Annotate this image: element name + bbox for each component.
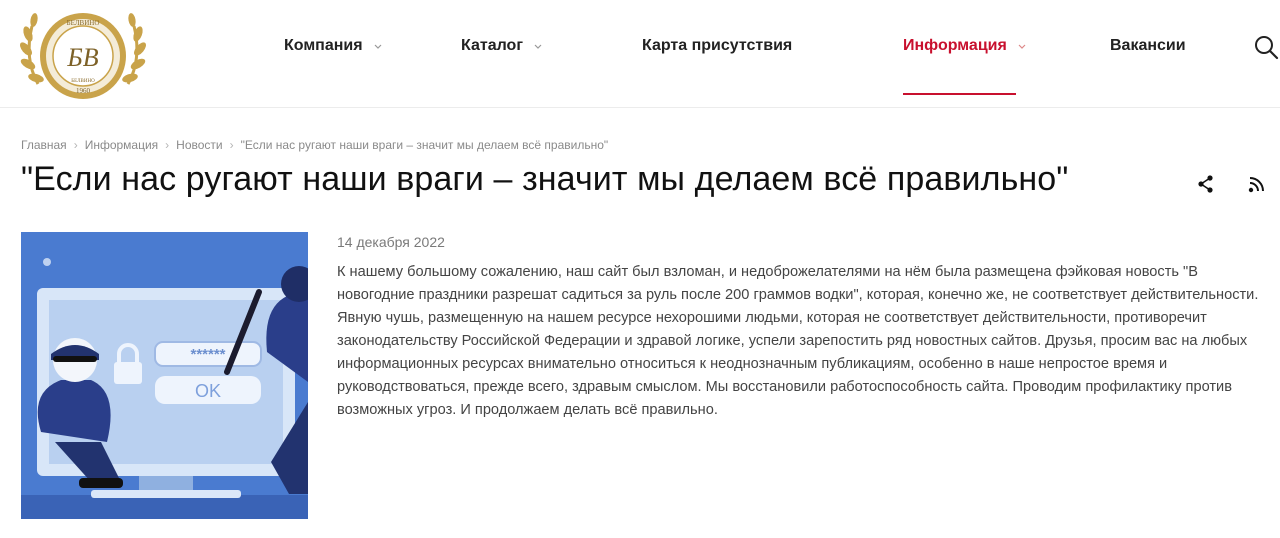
nav-item-label: Информация <box>903 37 1007 54</box>
nav-item-label: Каталог <box>461 37 523 54</box>
site-header <box>0 0 1280 108</box>
chevron-right-icon: › <box>229 138 234 152</box>
nav-item-information[interactable] <box>903 37 1027 55</box>
breadcrumb <box>21 138 608 152</box>
article-image[interactable] <box>21 232 308 519</box>
logo-text-bottom: БЕЛВИНО <box>71 79 95 84</box>
password-mask: ****** <box>190 346 226 363</box>
nav-item-label: Компания <box>284 37 363 54</box>
article-body: К нашему большому сожалению, наш сайт был взломан, и недоброжелателями на нём была размещена фэйковая новость "В новогодние праздники разрешат садиться за руль после 200 граммов водки", которая, конечно же, не соответствует действительности. Явную чушь, размещенную на нашем ресурсе нехорошими людьми, которая не соответствует действительности, противоречит законодательству Российской Федерации и здравой логике, успели зарепостить ряд новостных сайтов. Друзья, просим вас на любых информационных ресурсах внимательно относиться к неоднозначным публикациям, особенно в наше непростое время и руководствоваться, прежде всего, здравым смыслом. Мы восстановили работоспособность сайта. Проводим профилактику против возможных угроз. И продолжаем делать всё правильно. <box>337 264 1259 418</box>
article-date: 14 декабря 2022 <box>337 234 445 250</box>
nav-item-vacancies[interactable] <box>1110 37 1186 55</box>
nav-active-indicator <box>903 93 1016 95</box>
chevron-down-icon <box>533 41 543 51</box>
logo-year: 1960 <box>76 87 90 95</box>
ok-button-text: OK <box>194 381 222 401</box>
rss-icon[interactable] <box>1248 175 1266 193</box>
chevron-right-icon: › <box>165 138 170 152</box>
share-icon[interactable] <box>1196 174 1216 194</box>
chevron-down-icon <box>1017 41 1027 51</box>
breadcrumb-item-current: "Если нас ругают наши враги – значит мы делаем всё правильно" <box>240 138 609 152</box>
logo-text-top: БЕЛВИНО <box>66 19 100 27</box>
logo-monogram: БВ <box>67 43 99 72</box>
nav-item-catalog[interactable] <box>461 37 543 55</box>
nav-item-label: Вакансии <box>1110 37 1186 54</box>
breadcrumb-item-information[interactable]: Информация <box>84 138 159 152</box>
nav-item-map[interactable] <box>642 37 792 55</box>
breadcrumb-item-home[interactable]: Главная <box>21 138 67 152</box>
nav-item-company[interactable] <box>284 37 383 55</box>
chevron-down-icon <box>373 41 383 51</box>
page-title: "Если нас ругают наши враги – значит мы делаем всё правильно" <box>21 160 1069 198</box>
breadcrumb-item-news[interactable]: Новости <box>176 138 223 152</box>
nav-item-label: Карта присутствия <box>642 37 793 54</box>
search-icon[interactable] <box>1253 34 1279 60</box>
chevron-right-icon: › <box>73 138 78 152</box>
logo[interactable] <box>18 4 148 104</box>
